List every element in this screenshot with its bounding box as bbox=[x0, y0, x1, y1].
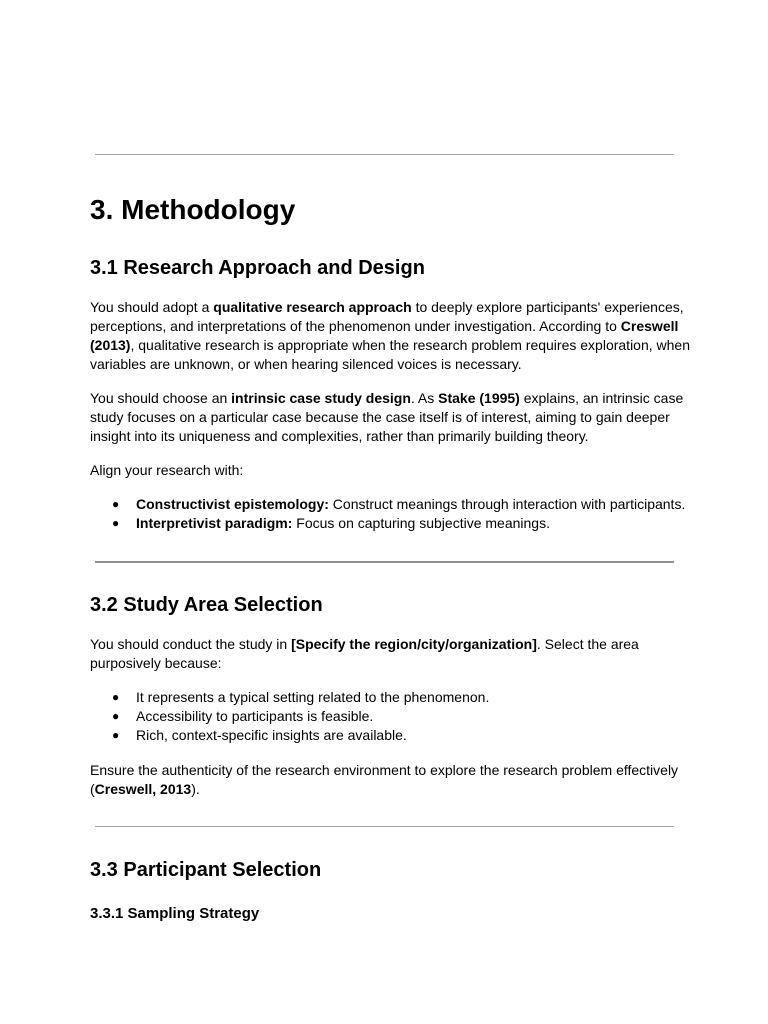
bullet-list-reasons bbox=[90, 688, 710, 745]
list-item bbox=[90, 688, 710, 707]
list-item-text: Focus on capturing subjective meanings. bbox=[292, 515, 550, 531]
list-item-text: It represents a typical setting related to the phenomenon. bbox=[136, 689, 490, 705]
list-item bbox=[90, 514, 710, 533]
paragraph-study-area bbox=[90, 635, 690, 673]
bullet-icon: ● bbox=[112, 728, 120, 742]
bullet-icon: ● bbox=[112, 497, 120, 511]
bold-run: qualitative research approach bbox=[213, 299, 412, 315]
text-run: , qualitative research is appropriate when the research problem requires exploration, when variables are unknown, or when hearing silenced voices is necessary. bbox=[90, 337, 690, 372]
bullet-icon: ● bbox=[112, 516, 120, 530]
paragraph-align: Align your research with: bbox=[90, 462, 244, 478]
bold-run: intrinsic case study design bbox=[231, 390, 411, 406]
text-run: explains, an intrinsic case study focuses on a particular case because the case itself is of interest, aiming to gain deeper insight into its uniqueness and complexities, rather than primarily building theory. bbox=[90, 390, 684, 444]
list-item bbox=[90, 707, 710, 726]
citation-creswell: Creswell, 2013 bbox=[94, 781, 192, 797]
text-run: You should choose an bbox=[90, 390, 232, 406]
list-item-label: Constructivist epistemology: bbox=[136, 496, 329, 512]
page-title: 3. Methodology bbox=[90, 194, 296, 225]
divider-top bbox=[95, 154, 674, 155]
text-run: . Select the area purposively because: bbox=[90, 636, 639, 671]
list-item-text: Accessibility to participants is feasible. bbox=[136, 708, 374, 724]
text-run: to deeply explore participants' experiences, perceptions, and interpretations of the phenomenon under investigation. According to bbox=[90, 299, 684, 334]
paragraph-authenticity bbox=[90, 761, 690, 799]
bullet-list-paradigms bbox=[90, 495, 710, 533]
bullet-icon: ● bbox=[112, 709, 120, 723]
section-heading-3-2: 3.2 Study Area Selection bbox=[90, 594, 323, 616]
text-run: You should conduct the study in bbox=[90, 636, 292, 652]
citation-creswell: Creswell (2013) bbox=[90, 318, 679, 353]
text-run: You should adopt a bbox=[90, 299, 214, 315]
list-item bbox=[90, 726, 710, 745]
list-item-label: Interpretivist paradigm: bbox=[136, 515, 293, 531]
divider-middle bbox=[95, 561, 674, 563]
list-item bbox=[90, 495, 710, 514]
divider-bottom bbox=[95, 826, 674, 827]
text-run: ). bbox=[191, 781, 200, 797]
paragraph-approach bbox=[90, 298, 690, 374]
text-run: Ensure the authenticity of the research environment to explore the research problem effectively ( bbox=[90, 762, 679, 797]
section-heading-3-1: 3.1 Research Approach and Design bbox=[90, 257, 425, 279]
citation-stake: Stake (1995) bbox=[438, 390, 520, 406]
subsection-heading-3-3-1: 3.3.1 Sampling Strategy bbox=[90, 905, 260, 922]
list-item-text: Rich, context-specific insights are available. bbox=[136, 727, 407, 743]
placeholder-region: [Specify the region/city/organization] bbox=[291, 636, 537, 652]
paragraph-design bbox=[90, 389, 690, 446]
list-item-text: Construct meanings through interaction with participants. bbox=[328, 496, 686, 512]
text-run: . As bbox=[410, 390, 439, 406]
section-heading-3-3: 3.3 Participant Selection bbox=[90, 859, 322, 881]
bullet-icon: ● bbox=[112, 690, 120, 704]
